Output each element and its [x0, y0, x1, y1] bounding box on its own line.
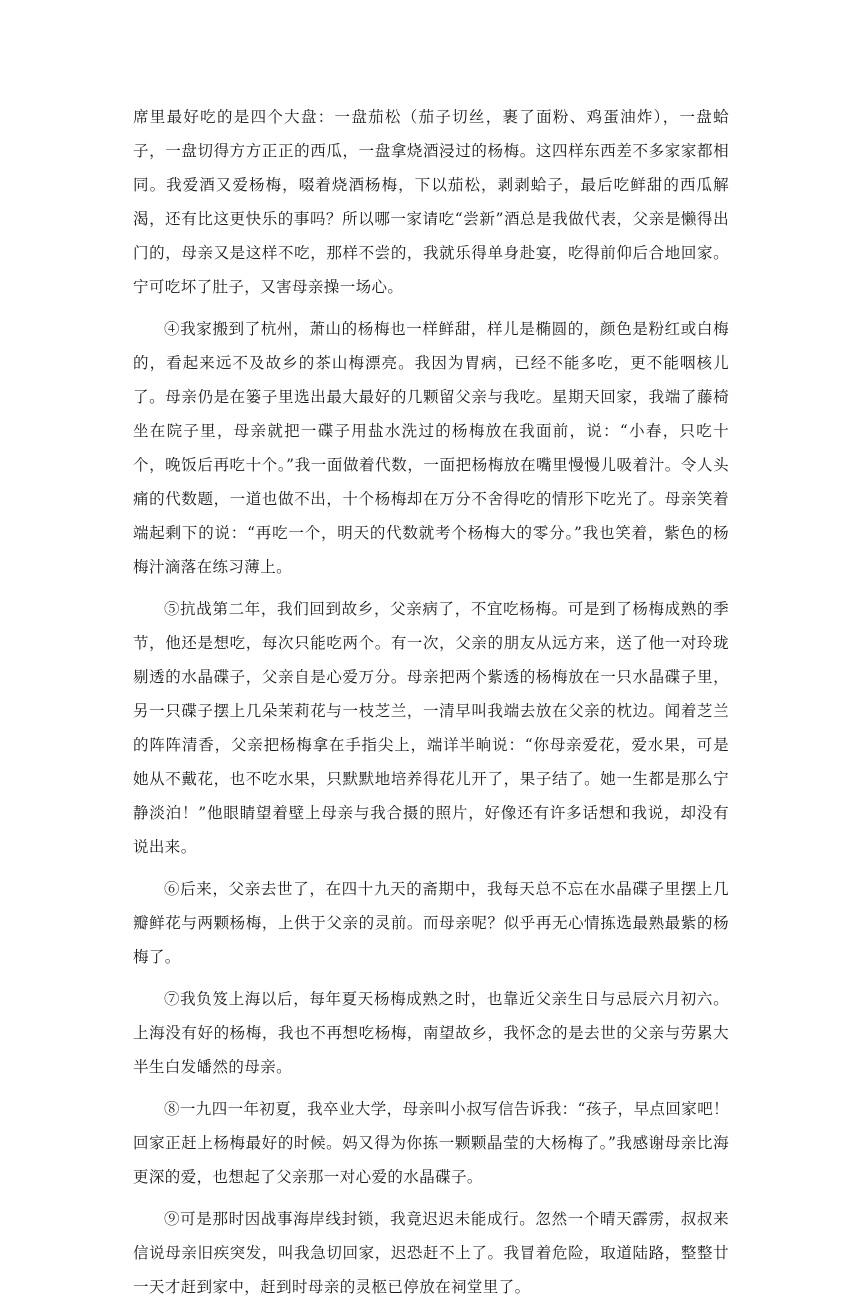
paragraph-5: ⑦我负笈上海以后，每年夏天杨梅成熟之时，也靠近父亲生日与忌辰六月初六。上海没有好的杨梅，我也不再想吃杨梅，南望故乡，我怀念的是去世的父亲与劳累大半生白发皤然的母亲。 [133, 990, 729, 1076]
paragraph-1: 席里最好吃的是四个大盘：一盘茄松（茄子切丝，裹了面粉、鸡蛋油炸），一盘蛤子，一盘切得方方正正的西瓜，一盘拿烧酒浸过的杨梅。这四样东西差不多家家都相同。我爱酒又爱杨梅，啜着烧酒杨梅，下以茄松，剥剥蛤子，最后吃鲜甜的西瓜解渴，还有比这更快乐的事吗？所以哪一家请吃“尝新”酒总是我做代表，父亲是懒得出门的，母亲又是这样不吃，那样不尝的，我就乐得单身赴宴，吃得前仰后合地回家。宁可吃坏了肚子，又害母亲操一场心。 [133, 108, 729, 296]
paragraph-6: ⑧一九四一年初夏，我卒业大学，母亲叫小叔写信告诉我：“孩子，早点回家吧！回家正赶上杨梅最好的时候。妈又得为你拣一颗颗晶莹的大杨梅了。”我感谢母亲比海更深的爱，也想起了父亲那一对心爱的水晶碟子。 [133, 1100, 729, 1186]
paragraph-2: ④我家搬到了杭州，萧山的杨梅也一样鲜甜，样儿是椭圆的，颜色是粉红或白梅的，看起来远不及故乡的茶山梅漂亮。我因为胃病，已经不能多吃，更不能咽核儿了。母亲仍是在篓子里选出最大最好的几颗留父亲与我吃。星期天回家，我端了藤椅坐在院子里，母亲就把一碟子用盐水洗过的杨梅放在我面前，说：“小春，只吃十个，晚饭后再吃十个。”我一面做着代数，一面把杨梅放在嘴里慢慢儿吸着汁。令人头痛的代数题，一道也做不出，十个杨梅却在万分不舍得吃的情形下吃光了。母亲笑着端起剩下的说：“再吃一个，明天的代数就考个杨梅大的零分。”我也笑着，紫色的杨梅汁滴落在练习薄上。 [133, 320, 729, 576]
article-body [133, 100, 729, 1312]
paragraph-7: ⑨可是那时因战事海岸线封锁，我竟迟迟未能成行。忽然一个晴天霹雳，叔叔来信说母亲旧疾突发，叫我急切回家，迟恐赶不上了。我冒着危险，取道陆路，整整廿一天才赶到家中，赶到时母亲的灵柩已停放在祠堂里了。 [133, 1210, 729, 1296]
paragraph-4: ⑥后来，父亲去世了，在四十九天的斋期中，我每天总不忘在水晶碟子里摆上几瓣鲜花与两颗杨梅，上供于父亲的灵前。而母亲呢？似乎再无心情拣选最熟最紫的杨梅了。 [133, 880, 729, 966]
paragraph-3: ⑤抗战第二年，我们回到故乡，父亲病了，不宜吃杨梅。可是到了杨梅成熟的季节，他还是想吃，每次只能吃两个。有一次，父亲的朋友从远方来，送了他一对玲珑剔透的水晶碟子，父亲自是心爱万分。母亲把两个紫透的杨梅放在一只水晶碟子里，另一只碟子摆上几朵茉莉花与一枝芝兰，一清早叫我端去放在父亲的枕边。闻着芝兰的阵阵清香，父亲把杨梅拿在手指尖上，端详半晌说：“你母亲爱花，爱水果，可是她从不戴花，也不吃水果，只默默地培养得花儿开了，果子结了。她一生都是那么宁静淡泊！”他眼睛望着壁上母亲与我合摄的照片，好像还有许多话想和我说，却没有说出来。 [133, 600, 729, 856]
